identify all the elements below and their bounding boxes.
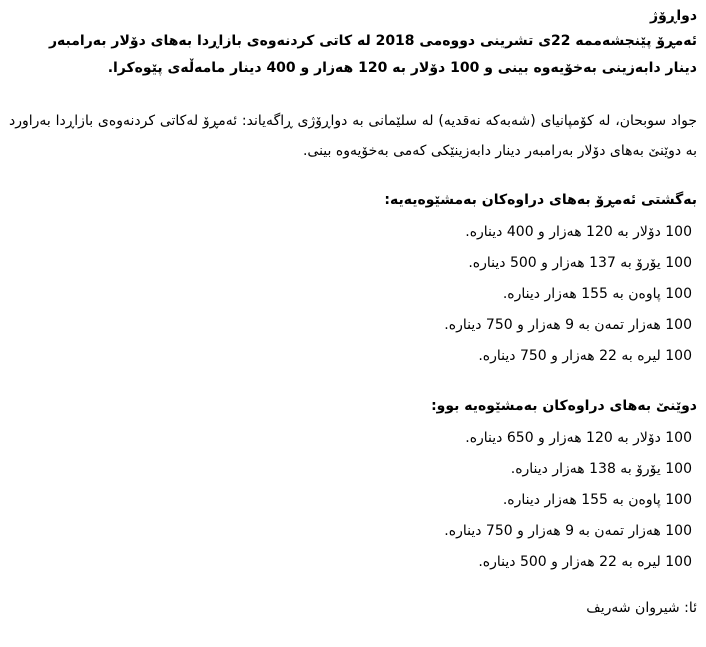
article-author: ئا: شیروان شەریف — [586, 600, 697, 616]
rate-line: 100 دۆلار بە 120 هەزار و 400 دینارە. — [465, 224, 692, 240]
article-category: دواڕۆژ — [650, 8, 697, 24]
rate-line: 100 دۆلار بە 120 هەزار و 650 دینارە. — [465, 430, 692, 446]
rate-line: 100 هەزار تمەن بە 9 هەزار و 750 دینارە. — [444, 317, 692, 333]
article-body: جواد سوبحان، لە کۆمپانیای (شەبەکە نەقدیە) لە سلێمانی بە دواڕۆژی ڕاگەیاند: ئەمڕۆ لەکاتی کردنەوەی بازاڕدا بەراورد بە دوێنێ بەهای دۆلار بەرامبەر دینار دابەزینێکی کەمی بەخۆیەوە بینی. — [9, 113, 697, 159]
rate-line: 100 پاوەن بە 155 هەزار دینارە. — [502, 286, 692, 302]
rate-line: 100 یۆرۆ بە 137 هەزار و 500 دینارە. — [468, 255, 692, 271]
headline-line: ئەمڕۆ پێنجشەممە 22ی تشرینی دووەمی 2018 لە کاتی کردنەوەی بازاڕدا بەهای دۆلار بەرامبەر — [48, 33, 697, 49]
rate-line: 100 هەزار تمەن بە 9 هەزار و 750 دینارە. — [444, 523, 692, 539]
today-rates-heading: بەگشتی ئەمڕۆ بەهای دراوەکان بەمشێوەیەیە: — [384, 192, 697, 208]
rate-line: 100 پاوەن بە 155 هەزار دینارە. — [502, 492, 692, 508]
rate-line: 100 لیرە بە 22 هەزار و 500 دینارە. — [478, 554, 692, 570]
today-rates-section — [9, 188, 697, 372]
headline-line: دینار دابەزینی بەخۆیەوە بینی و 100 دۆلار بە 120 هەزار و 400 دینار مامەڵەی پێوەکرا. — [107, 60, 697, 76]
rate-line: 100 لیرە بە 22 هەزار و 750 دینارە. — [478, 348, 692, 364]
yesterday-rates-heading: دوێنێ بەهای دراوەکان بەمشێوەیە بوو: — [431, 398, 697, 414]
rate-line: 100 یۆرۆ بە 138 هەزار دینارە. — [510, 461, 692, 477]
article-headline — [9, 28, 697, 82]
yesterday-rates-section — [9, 394, 697, 578]
